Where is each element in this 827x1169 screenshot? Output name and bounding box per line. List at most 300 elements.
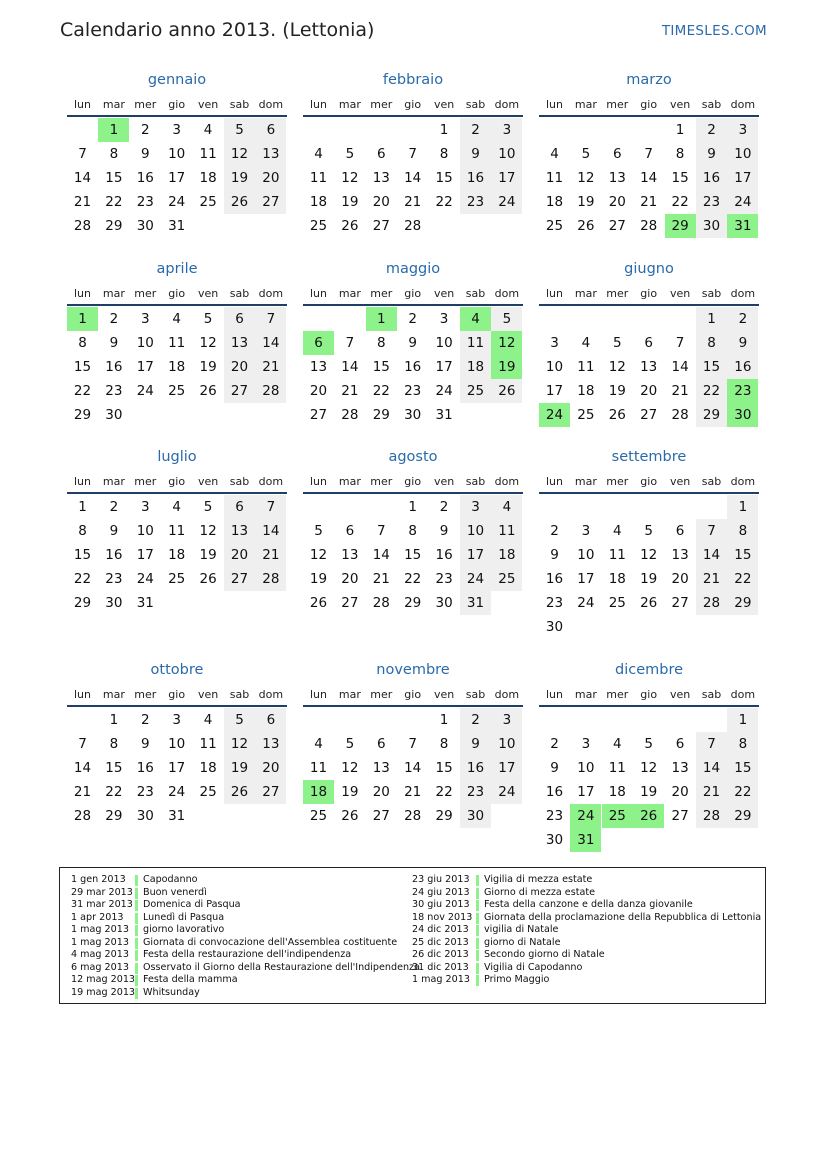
weekday-label: gio xyxy=(640,475,658,488)
day-cell: 7 xyxy=(377,523,386,539)
day-cell: 21 xyxy=(255,355,286,379)
day-cell: 18 xyxy=(577,383,595,399)
day-cell: 26 xyxy=(199,383,217,399)
day-cell: 3 xyxy=(141,499,150,515)
weekday-label: sab xyxy=(701,688,722,701)
day-cell: 17 xyxy=(491,166,522,190)
day-cell: 12 xyxy=(341,760,359,776)
day-cell: 24 xyxy=(727,190,758,214)
legend-holiday-name: Festa della canzone e della danza giovanile xyxy=(484,899,693,910)
day-cell: 9 xyxy=(141,736,150,752)
day-cell: 17 xyxy=(168,760,186,776)
day-cell: 23 xyxy=(545,595,564,611)
day-cell: 27 xyxy=(224,379,255,403)
holiday-color-bar xyxy=(476,938,479,949)
day-cell: 23 xyxy=(460,190,491,214)
day-cell: 8 xyxy=(439,736,449,752)
day-cell: 1 xyxy=(439,122,449,138)
day-cell: 13 xyxy=(671,547,689,563)
day-cell: 9 xyxy=(109,335,119,351)
legend-date: 1 mag 2013 xyxy=(412,974,470,985)
day-cell: 2 xyxy=(550,523,559,539)
day-cell: 31 xyxy=(136,595,154,611)
day-cell: 15 xyxy=(727,756,758,780)
day-cell: 11 xyxy=(545,170,564,186)
weekday-label: lun xyxy=(546,98,563,111)
day-cell: 1 xyxy=(98,118,129,142)
day-cell: 21 xyxy=(404,194,422,210)
weekday-label: mar xyxy=(338,287,361,300)
weekday-label: mar xyxy=(102,98,125,111)
day-cell: 4 xyxy=(491,495,522,519)
legend-date: 1 mag 2013 xyxy=(71,936,129,948)
legend-holiday-name: Buon venerdì xyxy=(143,886,207,898)
day-cell: 7 xyxy=(255,495,286,519)
day-cell: 24 xyxy=(435,383,453,399)
day-cell: 4 xyxy=(460,307,491,331)
day-cell: 21 xyxy=(671,383,689,399)
day-cell: 28 xyxy=(404,218,422,234)
month-name: febbraio xyxy=(382,72,444,88)
day-cell: 22 xyxy=(73,571,92,587)
day-cell: 13 xyxy=(255,142,286,166)
weekday-label: mer xyxy=(370,98,393,111)
day-cell: 5 xyxy=(314,523,323,539)
day-cell: 6 xyxy=(377,736,386,752)
day-cell: 5 xyxy=(644,736,653,752)
day-cell: 19 xyxy=(341,784,359,800)
legend-holiday-name: Lunedì di Pasqua xyxy=(143,911,225,923)
day-cell: 14 xyxy=(696,756,727,780)
day-cell: 4 xyxy=(314,736,323,752)
month-header-rule xyxy=(303,705,523,707)
day-cell: 29 xyxy=(727,591,758,615)
day-cell: 2 xyxy=(141,122,150,138)
day-cell: 14 xyxy=(73,170,92,186)
weekday-label: ven xyxy=(197,287,219,300)
weekday-label: sab xyxy=(229,98,250,111)
day-cell: 24 xyxy=(168,194,186,210)
holiday-color-bar xyxy=(135,938,138,949)
day-cell: 27 xyxy=(255,780,286,804)
day-cell: 11 xyxy=(199,146,217,162)
day-cell: 7 xyxy=(408,146,417,162)
day-cell: 21 xyxy=(341,383,359,399)
day-cell: 23 xyxy=(435,571,453,587)
day-cell: 20 xyxy=(255,756,286,780)
weekday-label: ven xyxy=(433,287,455,300)
day-cell: 31 xyxy=(727,214,758,238)
legend-holiday-name: Osservato il Giorno della Restaurazione dell'Indipendenza xyxy=(143,961,420,973)
holiday-color-bar xyxy=(135,875,138,886)
day-cell: 10 xyxy=(577,547,595,563)
day-cell: 13 xyxy=(640,359,658,375)
day-cell: 11 xyxy=(199,736,217,752)
weekday-label: sab xyxy=(701,475,722,488)
legend-date: 1 gen 2013 xyxy=(71,874,126,885)
day-cell: 4 xyxy=(581,335,591,351)
day-cell: 11 xyxy=(608,760,626,776)
day-cell: 14 xyxy=(372,547,390,563)
day-cell: 17 xyxy=(491,756,522,780)
day-cell: 20 xyxy=(224,543,255,567)
weekday-label: mar xyxy=(574,475,597,488)
day-cell: 8 xyxy=(377,335,386,351)
day-cell: 3 xyxy=(550,335,559,351)
month-name: aprile xyxy=(156,261,198,277)
weekday-label: gio xyxy=(640,688,658,701)
day-cell: 29 xyxy=(73,595,92,611)
day-cell: 9 xyxy=(550,760,559,776)
month-name: giugno xyxy=(624,261,674,277)
day-cell: 14 xyxy=(255,331,286,355)
day-cell: 13 xyxy=(372,170,390,186)
weekday-label: mer xyxy=(370,475,393,488)
day-cell: 10 xyxy=(460,519,491,543)
day-cell: 2 xyxy=(696,118,727,142)
day-cell: 31 xyxy=(435,407,453,423)
day-cell: 15 xyxy=(404,547,422,563)
day-cell: 4 xyxy=(172,311,181,327)
month-header-rule xyxy=(539,304,759,306)
day-cell: 9 xyxy=(460,142,491,166)
day-cell: 16 xyxy=(460,166,491,190)
day-cell: 21 xyxy=(404,784,422,800)
holiday-color-bar xyxy=(135,925,138,936)
day-cell: 5 xyxy=(644,523,653,539)
day-cell: 18 xyxy=(199,760,217,776)
day-cell: 13 xyxy=(224,519,255,543)
legend-holiday-name: Capodanno xyxy=(143,874,198,885)
day-cell: 7 xyxy=(675,335,685,351)
holiday-color-bar xyxy=(476,900,479,911)
day-cell: 23 xyxy=(460,780,491,804)
day-cell: 29 xyxy=(435,808,453,824)
legend-date: 31 mar 2013 xyxy=(71,899,133,910)
day-cell: 24 xyxy=(491,780,522,804)
day-cell: 19 xyxy=(224,756,255,780)
day-cell: 22 xyxy=(105,194,123,210)
month-name: dicembre xyxy=(614,662,684,678)
weekday-label: gio xyxy=(404,98,422,111)
day-cell: 2 xyxy=(109,311,119,327)
month-header-rule xyxy=(303,115,523,117)
day-cell: 24 xyxy=(491,190,522,214)
day-cell: 18 xyxy=(460,355,491,379)
month-header-rule xyxy=(67,705,287,707)
day-cell: 5 xyxy=(345,146,355,162)
day-cell: 13 xyxy=(309,359,328,375)
day-cell: 22 xyxy=(372,383,390,399)
day-cell: 30 xyxy=(404,407,422,423)
day-cell: 16 xyxy=(136,760,154,776)
legend-date: 4 mag 2013 xyxy=(71,949,129,960)
weekday-label: mer xyxy=(606,287,629,300)
legend-date: 31 dic 2013 xyxy=(412,961,469,973)
day-cell: 30 xyxy=(696,214,727,238)
day-cell: 28 xyxy=(73,218,92,234)
day-cell: 27 xyxy=(309,407,328,423)
day-cell: 20 xyxy=(671,784,689,800)
day-cell: 20 xyxy=(224,355,255,379)
day-cell: 24 xyxy=(136,571,154,587)
month-name: marzo xyxy=(626,72,672,88)
day-cell: 23 xyxy=(136,784,154,800)
weekday-label: mer xyxy=(134,287,157,300)
weekday-label: gio xyxy=(404,475,422,488)
day-cell: 31 xyxy=(460,591,491,615)
day-cell: 30 xyxy=(105,595,123,611)
day-cell: 28 xyxy=(671,407,689,423)
day-cell: 11 xyxy=(460,331,491,355)
weekday-label: mar xyxy=(338,98,361,111)
weekday-label: sab xyxy=(465,98,486,111)
weekday-label: dom xyxy=(258,98,284,111)
holiday-color-bar xyxy=(476,913,479,924)
day-cell: 29 xyxy=(696,403,727,427)
weekday-label: gio xyxy=(168,475,186,488)
day-cell: 5 xyxy=(345,736,355,752)
day-cell: 13 xyxy=(608,170,626,186)
weekday-label: dom xyxy=(258,475,284,488)
month-header-rule xyxy=(67,304,287,306)
day-cell: 16 xyxy=(136,170,154,186)
day-cell: 2 xyxy=(550,736,559,752)
day-cell: 1 xyxy=(727,708,758,732)
day-cell: 9 xyxy=(696,142,727,166)
legend-holiday-name: vigilia di Natale xyxy=(484,924,559,935)
day-cell: 9 xyxy=(727,331,758,355)
month-name: maggio xyxy=(385,261,441,277)
day-cell: 27 xyxy=(372,218,390,234)
day-cell: 18 xyxy=(309,194,328,210)
day-cell: 12 xyxy=(199,335,217,351)
day-cell: 10 xyxy=(136,335,154,351)
day-cell: 4 xyxy=(203,122,213,138)
weekday-label: gio xyxy=(168,688,186,701)
day-cell: 30 xyxy=(460,804,491,828)
day-cell: 6 xyxy=(345,523,355,539)
day-cell: 24 xyxy=(570,804,601,828)
day-cell: 30 xyxy=(545,832,564,848)
month-name: settembre xyxy=(611,449,687,465)
day-cell: 30 xyxy=(105,407,123,423)
day-cell: 17 xyxy=(727,166,758,190)
day-cell: 7 xyxy=(255,307,286,331)
weekday-label: sab xyxy=(465,287,486,300)
day-cell: 19 xyxy=(224,166,255,190)
weekday-label: mar xyxy=(574,98,597,111)
day-cell: 8 xyxy=(727,519,758,543)
brand-link[interactable]: TIMESLES.COM xyxy=(661,23,767,39)
weekday-label: dom xyxy=(730,475,756,488)
legend-date: 23 giu 2013 xyxy=(412,874,470,885)
day-cell: 18 xyxy=(168,547,186,563)
day-cell: 26 xyxy=(491,379,522,403)
weekday-label: mar xyxy=(102,688,125,701)
day-cell: 17 xyxy=(435,359,453,375)
day-cell: 9 xyxy=(109,523,119,539)
day-cell: 18 xyxy=(545,194,564,210)
day-cell: 5 xyxy=(224,118,255,142)
day-cell: 21 xyxy=(696,567,727,591)
day-cell: 26 xyxy=(224,780,255,804)
day-cell: 25 xyxy=(545,218,564,234)
legend-holiday-name: Festa della restaurazione dell'indipendenza xyxy=(143,949,352,960)
day-cell: 17 xyxy=(168,170,186,186)
day-cell: 2 xyxy=(141,712,150,728)
day-cell: 17 xyxy=(577,784,595,800)
legend-holiday-name: Festa della mamma xyxy=(143,974,238,985)
day-cell: 26 xyxy=(633,804,664,828)
weekday-label: lun xyxy=(74,475,91,488)
weekday-label: gio xyxy=(404,688,422,701)
holiday-color-bar xyxy=(135,913,138,924)
day-cell: 14 xyxy=(73,760,92,776)
weekday-label: lun xyxy=(74,688,91,701)
day-cell: 28 xyxy=(341,407,359,423)
day-cell: 28 xyxy=(73,808,92,824)
day-cell: 15 xyxy=(73,547,92,563)
day-cell: 23 xyxy=(696,190,727,214)
weekday-label: mar xyxy=(102,287,125,300)
day-cell: 2 xyxy=(727,307,758,331)
legend-date: 12 mag 2013 xyxy=(71,974,136,985)
legend-holiday-name: Secondo giorno di Natale xyxy=(484,949,605,960)
weekday-label: mer xyxy=(134,688,157,701)
weekday-label: gio xyxy=(640,98,658,111)
day-cell: 19 xyxy=(341,194,359,210)
legend-holiday-name: Primo Maggio xyxy=(484,974,550,985)
day-cell: 12 xyxy=(224,732,255,756)
day-cell: 18 xyxy=(608,784,626,800)
weekday-label: sab xyxy=(465,475,486,488)
day-cell: 4 xyxy=(172,499,181,515)
weekday-label: mar xyxy=(338,688,361,701)
day-cell: 13 xyxy=(341,547,359,563)
weekday-label: lun xyxy=(74,287,91,300)
weekday-label: mar xyxy=(338,475,361,488)
day-cell: 25 xyxy=(309,808,328,824)
day-cell: 30 xyxy=(435,595,453,611)
day-cell: 24 xyxy=(460,567,491,591)
day-cell: 3 xyxy=(581,523,591,539)
day-cell: 22 xyxy=(105,784,123,800)
day-cell: 4 xyxy=(613,523,622,539)
day-cell: 28 xyxy=(640,218,658,234)
day-cell: 13 xyxy=(224,331,255,355)
day-cell: 22 xyxy=(404,571,422,587)
weekday-label: dom xyxy=(258,287,284,300)
day-cell: 28 xyxy=(255,567,286,591)
weekday-label: ven xyxy=(669,287,691,300)
day-cell: 1 xyxy=(675,122,685,138)
day-cell: 27 xyxy=(608,218,626,234)
legend-date: 25 dic 2013 xyxy=(412,936,469,948)
day-cell: 2 xyxy=(408,311,417,327)
weekday-label: dom xyxy=(494,98,520,111)
day-cell: 17 xyxy=(136,547,154,563)
day-cell: 18 xyxy=(199,170,217,186)
day-cell: 11 xyxy=(309,760,328,776)
day-cell: 10 xyxy=(727,142,758,166)
day-cell: 14 xyxy=(640,170,658,186)
day-cell: 1 xyxy=(78,499,87,515)
page-title: Calendario anno 2013. (Lettonia) xyxy=(60,19,375,41)
weekday-label: mer xyxy=(606,98,629,111)
holiday-color-bar xyxy=(476,975,479,986)
day-cell: 11 xyxy=(168,523,186,539)
day-cell: 29 xyxy=(727,804,758,828)
day-cell: 3 xyxy=(491,708,522,732)
month-header-rule xyxy=(539,705,759,707)
day-cell: 26 xyxy=(199,571,217,587)
day-cell: 22 xyxy=(727,780,758,804)
day-cell: 6 xyxy=(377,146,386,162)
day-cell: 1 xyxy=(366,307,397,331)
holiday-color-bar xyxy=(135,950,138,961)
day-cell: 25 xyxy=(602,804,633,828)
legend-date: 24 giu 2013 xyxy=(412,886,470,898)
weekday-label: sab xyxy=(701,98,722,111)
day-cell: 10 xyxy=(168,146,186,162)
weekday-label: ven xyxy=(197,475,219,488)
day-cell: 24 xyxy=(168,784,186,800)
legend-date: 30 giu 2013 xyxy=(412,899,470,910)
day-cell: 28 xyxy=(696,591,727,615)
holiday-color-bar xyxy=(135,975,138,986)
day-cell: 3 xyxy=(491,118,522,142)
day-cell: 16 xyxy=(727,355,758,379)
day-cell: 16 xyxy=(404,359,422,375)
day-cell: 11 xyxy=(608,547,626,563)
day-cell: 6 xyxy=(224,307,255,331)
day-cell: 26 xyxy=(309,595,328,611)
holiday-legend xyxy=(59,867,766,1004)
holiday-color-bar xyxy=(476,888,479,899)
day-cell: 19 xyxy=(608,383,626,399)
day-cell: 17 xyxy=(136,359,154,375)
day-cell: 11 xyxy=(577,359,595,375)
weekday-label: ven xyxy=(197,688,219,701)
day-cell: 23 xyxy=(105,571,123,587)
weekday-label: lun xyxy=(310,98,327,111)
day-cell: 6 xyxy=(255,118,286,142)
weekday-label: mer xyxy=(370,688,393,701)
day-cell: 23 xyxy=(105,383,123,399)
day-cell: 15 xyxy=(435,170,453,186)
day-cell: 19 xyxy=(640,784,658,800)
day-cell: 25 xyxy=(199,784,217,800)
day-cell: 9 xyxy=(550,547,559,563)
day-cell: 25 xyxy=(608,595,626,611)
legend-holiday-name: Giorno di mezza estate xyxy=(484,886,596,898)
legend-date: 18 nov 2013 xyxy=(412,911,473,923)
weekday-label: ven xyxy=(433,475,455,488)
day-cell: 23 xyxy=(404,383,422,399)
day-cell: 25 xyxy=(168,383,186,399)
day-cell: 29 xyxy=(665,214,696,238)
day-cell: 1 xyxy=(109,712,119,728)
weekday-label: dom xyxy=(730,287,756,300)
day-cell: 26 xyxy=(608,407,626,423)
day-cell: 10 xyxy=(136,523,154,539)
day-cell: 8 xyxy=(78,523,87,539)
month-header-rule xyxy=(67,115,287,117)
day-cell: 27 xyxy=(224,567,255,591)
day-cell: 26 xyxy=(224,190,255,214)
day-cell: 20 xyxy=(372,784,390,800)
